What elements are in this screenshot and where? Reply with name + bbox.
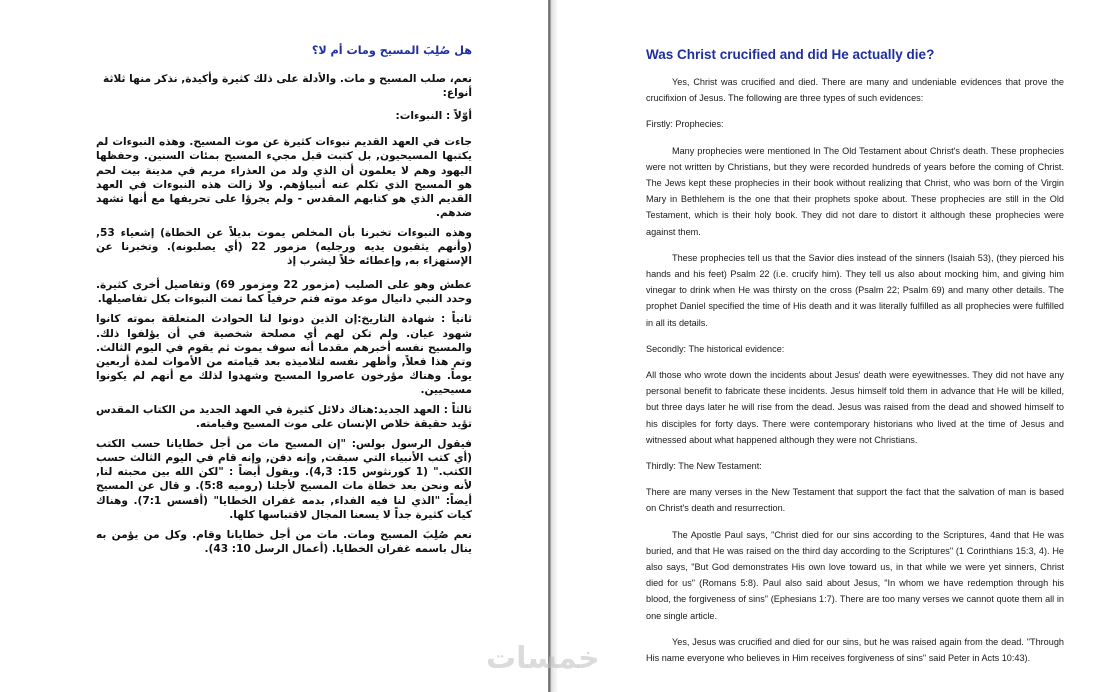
english-page [557, 0, 1101, 692]
watermark-logo: خمسات [486, 641, 600, 676]
page-divider [548, 0, 557, 692]
arabic-text-block [96, 44, 472, 562]
english-paragraph-3: All those who wrote down the incidents about Jesus' death were eyewitnesses. They did not have any personal benefit to fabricate these incidents. Jesus himself told them in advance that He will be killed, but three days later he will rise from the dead. Jesus was raised from the dead and showed himself to his disciples for forty days. There were contemporary historians who lived at the time of Jesus and witnessed about what happened although they were not Christians. [646, 370, 1064, 445]
english-paragraph-2: These prophecies tell us that the Savior dies instead of the sinners (Isaiah 53), (they pierced his hands and his feet) Psalm 22 (i.e. crucify him). They tell us also about mocking him, and giving him vinegar to drink when He was thirsty on the cross (Psalm 22; Psalm 69) and many other details. The prophet Daniel specified the time of His death and it was literally fulfilled as all prophecies were fulfilled in all its details. [646, 252, 1064, 328]
english-paragraph-6: Yes, Jesus was crucified and died for our sins, but he was raised again from the dead. "Through His name everyone who believes in Him receives forgiveness of sins" said Peter in Acts 10:43). [646, 636, 1064, 664]
arabic-intro: نعم، صلب المسيح و مات. والأدلة على ذلك كثيرة وأكيدة, نذكر منها ثلاثة أنواع: [103, 73, 472, 100]
english-text-block [646, 46, 1064, 676]
arabic-paragraph-5: ثالثاً : العهد الجديد:هناك دلائل كثيرة في العهد الجديد من الكتاب المقدس تؤيد حقيقة خلاص الإنسان على موت المسيح وقيامته. [96, 403, 472, 431]
english-third-heading: Thirdly: The New Testament: [646, 461, 762, 472]
arabic-paragraph-3: عطش وهو على الصليب (مزمور 22 ومزمور 69) وتفاصيل أخرى كثيرة. وحدد النبي دانيال موعد موته فتم حرفياً كما تمت النبوءات بكل تفاصيلها. [96, 279, 472, 306]
english-paragraph-1: Many prophecies were mentioned In The Old Testament about Christ's death. These prophecies were not written by Christians, but they were recorded hundreds of years before the coming of Christ. The Jews kept these prophecies in their book without realizing that Christ, who was born of the Virgin Mary in Bethlehem is the one that their prophets spoke about. These prophecies are still in the Old Testament, which is their holy book. They did not dare to distort it although these prophecies were against them. [646, 145, 1064, 237]
english-intro: Yes, Christ was crucified and died. There are many and undeniable evidences that prove the crucifixion of Jesus. The following are three types of such evidences: [646, 77, 1064, 104]
english-paragraph-5: The Apostle Paul says, "Christ died for our sins according to the Scriptures, 4and that He was buried, and that He was raised on the third day according to the Scriptures" (1 Corinthians 15:3, 4). He also says, "But God demonstrates His own love toward us, in that while we were yet sinners, Christ died for us" (Romans 5:8). Paul also said about Jesus, "In whom we have redemption through his blood, the forgiveness of sins" (Ephesians 1:7). There are too many verses we cannot quote them all in one single article. [646, 529, 1064, 621]
arabic-paragraph-2: وهذه النبوءات تخبرنا بأن المخلص يموت بديلاً عن الخطاة) إشعياء 53, (وأنهم يثقبون يديه ورجليه) مزمور 22 (أي يصلبونه). وتخبرنا عن الإستهزاء به, وإعطائه خلاً ليشرب إذ [96, 226, 472, 268]
arabic-paragraph-7: نعم صُلِبَ المسيح ومات. مات من أجل خطايانا وقام. وكل من يؤمن به ينال باسمه غفران الخطايا. (أعمال الرسل 10: 43). [96, 528, 472, 555]
arabic-paragraph-4: ثانياً : شهادة التاريخ:إن الذين دونوا لنا الحوادث المتعلقة بموته كانوا شهود عيان. ولم تكن لهم أي مصلحة شخصية في أن يؤلفوا ذلك. والمسيح نفسه أخبرهم مقدما أنه سوف يموت ثم يقوم في اليوم الثالث. وتم هذا فعلاً, وأظهر نفسه لتلاميذه بعد قيامته من الأموات لمدة أربعين يوماً. وهناك مؤرخون عاصروا المسيح وشهدوا لذلك مع أنهم لم يكونوا مسيحيين. [96, 313, 472, 396]
english-first-heading: Firstly: Prophecies: [646, 119, 724, 130]
arabic-first-heading: أوّلاً : النبوءات: [395, 110, 472, 123]
english-paragraph-4: There are many verses in the New Testament that support the fact that the salvation of man is based on Christ's death and resurrection. [646, 487, 1064, 514]
arabic-paragraph-6: فيقول الرسول بولس: "إن المسيح مات من أجل خطايانا حسب الكتب (أي كتب الأنبياء التي سبقت, وإنه دفن, وإنه قام في اليوم الثالث حسب الكتب." (1 كورنثوس 15: 4,3). ويقول أيضاً : "لكن الله بين محبته لنا, لأنه ونحن بعد خطاة مات المسيح لأجلنا (روميه 5:8). و قال عن المسيح أيضاً: "الذي لنا فيه الفداء, بدمه غفران الخطايا" (أفسس 7:1). وهناك كيات كثيرة جداً لا يسعنا المجال لاقتباسها كلها. [96, 438, 473, 521]
arabic-page [0, 0, 548, 692]
english-title: Was Christ crucified and did He actually die? [646, 47, 935, 62]
english-second-heading: Secondly: The historical evidence: [646, 343, 785, 354]
arabic-title: هل صُلِبَ المسيح ومات أم لا؟ [311, 44, 472, 57]
arabic-paragraph-1: جاءت في العهد القديم نبوءات كثيرة عن موت المسيح. وهذه النبوءات لم يكتبها المسيحيون, بل كتبت قبل مجيء المسيح بمئات السنين. وحفظها اليهود وهم لا يعلمون أن الذي ولد من العذراء مريم في مدينة بيت لحم هو المسيح الذي تكلم عنه أنبياؤهم. ولا زالت هذه النبوءات في العهد القديم الذي هو كتابهم المقدس - ولم يجرؤا على تحريفها مع أنها تشهد ضدهم. [96, 136, 472, 219]
